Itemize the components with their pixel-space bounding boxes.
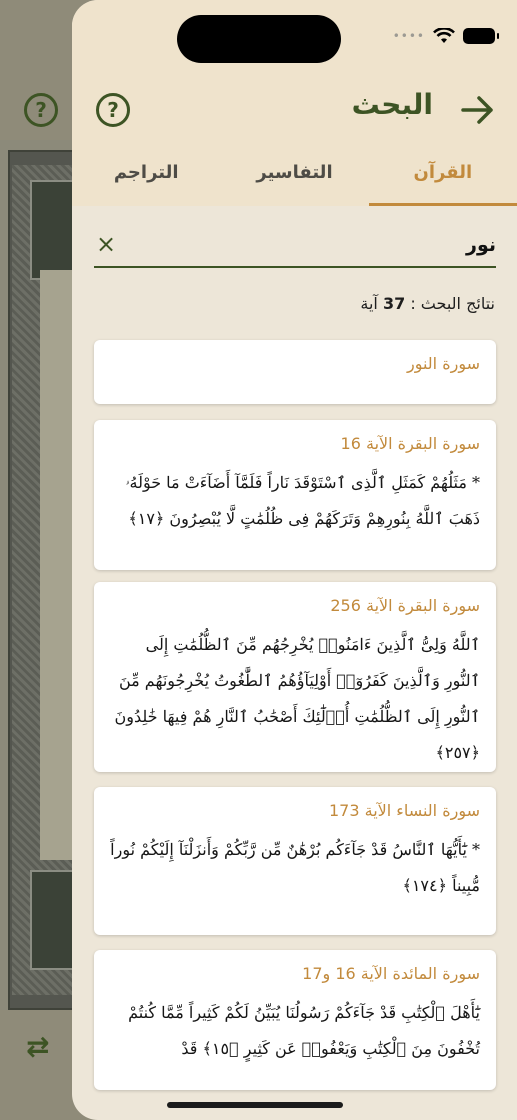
tab-tafsir[interactable]: التفاسير [256,162,333,183]
wifi-icon [433,28,455,44]
battery-icon [463,28,495,44]
signal-dots: •••• [392,29,425,43]
card-title: سورة النساء الآية 173 [328,801,480,820]
help-icon[interactable]: ? [96,93,130,127]
result-card[interactable] [94,340,496,404]
verse-text: يَٰٓأَهْلَ ٱلْكِتَٰبِ قَدْ جَآءَكُمْ رَسُولُنَا يُبَيِّنُ لَكُمْ كَثِيراً مِّمَّا كُنتُمْ تُخْفُونَ مِنَ ٱلْكِتَٰبِ وَيَعْفُوا۟ عَن كَثِيرٍ ﴿١٥﴾ قَدْ [128,1003,480,1058]
search-sheet [72,0,517,1120]
search-input[interactable] [136,228,496,262]
home-indicator[interactable] [167,1102,343,1108]
verse-text: ٱللَّهُ وَلِىُّ ٱلَّذِينَ ءَامَنُوا۟ يُخْرِجُهُم مِّنَ ٱلظُّلُمَٰتِ إِلَى ٱلنُّورِ وَٱلَّذِينَ كَفَرُوٓا۟ أَوْلِيَآؤُهُمُ ٱلطَّٰغُوتُ يُخْرِجُونَهُم مِّنَ ٱلنُّورِ إِلَى ٱلظُّلُمَٰتِ أُو۟لَٰٓئِكَ أَصْحَٰبُ ٱلنَّارِ هُمْ فِيهَا خَٰلِدُونَ ﴿٢٥٧﴾ [114,635,480,762]
status-bar [393,28,495,44]
card-title: سورة البقرة الآية 16 [340,434,480,453]
header [72,0,517,206]
result-card[interactable] [94,787,496,935]
result-card[interactable] [94,420,496,570]
tab-bar [72,146,517,206]
tab-quran[interactable]: القرآن [369,146,517,206]
dynamic-island [177,15,341,63]
verse-text: * يَٰٓأَيُّهَا ٱلنَّاسُ قَدْ جَآءَكُم بُرْهَٰنٌ مِّن رَّبِّكُمْ وَأَنزَلْنَآ إِلَيْكُمْ نُوراً مُّبِيناً ﴿١٧٤﴾ [110,840,480,895]
results-label: نتائج البحث : [410,294,495,313]
results-number: 37 [382,294,406,313]
page-title: البحث [351,88,433,121]
search-bar [94,226,496,268]
verse-text: * مَثَلُهُمْ كَمَثَلِ ٱلَّذِى ٱسْتَوْقَدَ نَاراً فَلَمَّآ أَضَآءَتْ مَا حَوْلَهُۥ ذَهَبَ ٱللَّهُ بِنُورِهِمْ وَتَرَكَهُمْ فِى ظُلُمَٰتٍ لَّا يُبْصِرُونَ ﴿١٧﴾ [125,473,480,528]
results-unit: آية [360,294,378,313]
clear-icon[interactable]: × [95,230,117,258]
tab-translations[interactable]: التراجم [113,162,179,183]
results-count [360,294,495,313]
back-arrow-icon[interactable] [457,90,497,130]
background-help-icon: ? [24,93,58,127]
card-title: سورة المائدة الآية 16 و17 [302,964,480,983]
card-title: سورة النور [406,354,480,373]
result-card[interactable] [94,582,496,772]
card-title: سورة البقرة الآية 256 [330,596,480,615]
result-card[interactable] [94,950,496,1090]
swap-icon: ⇄ [26,1030,50,1063]
